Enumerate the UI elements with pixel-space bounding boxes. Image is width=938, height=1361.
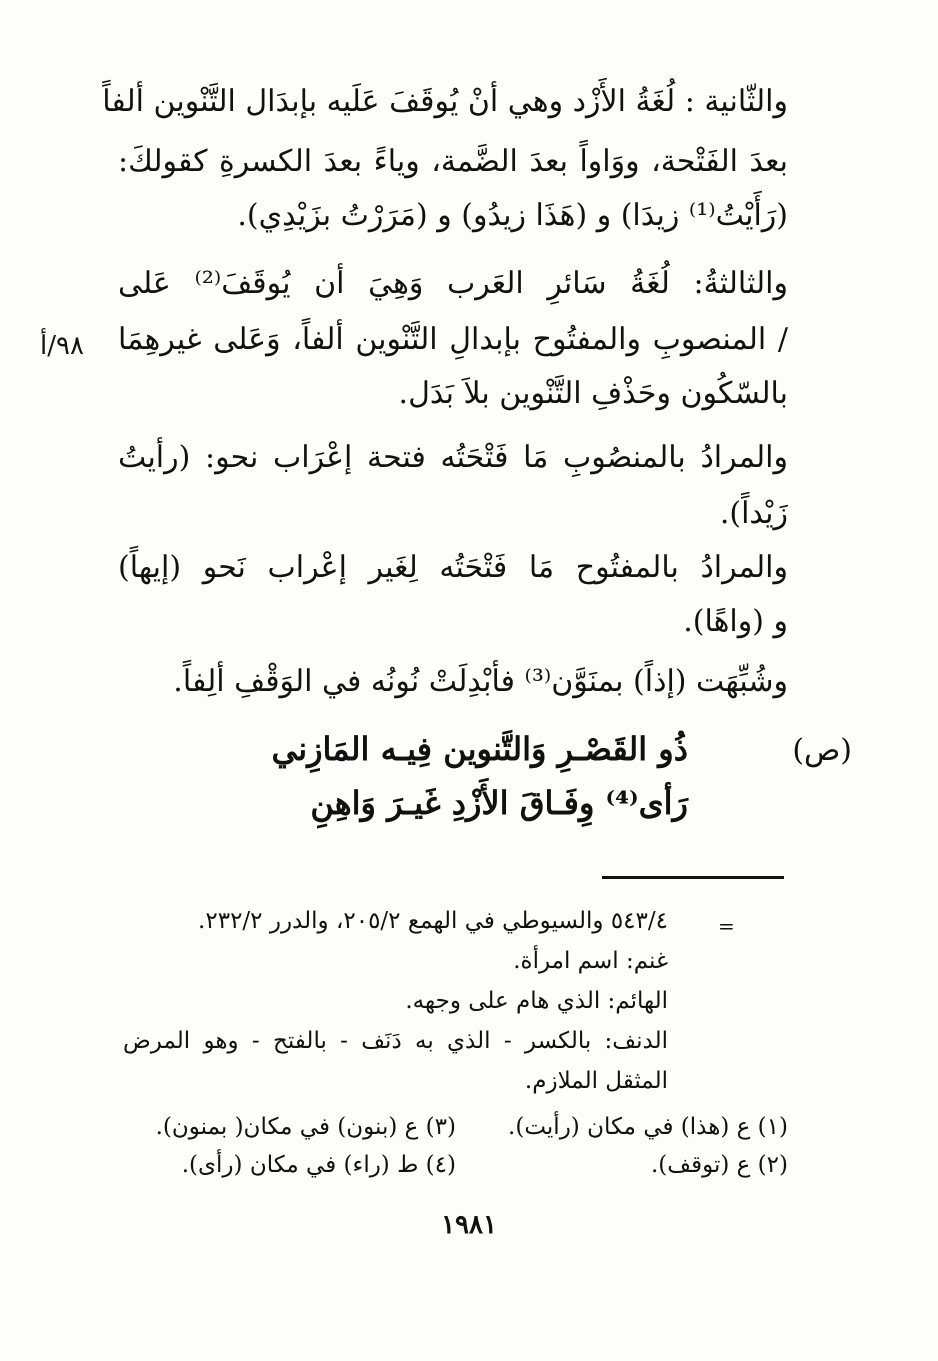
footnote-line: الهائم: الذي هام على وجهه.: [405, 988, 668, 1014]
footnote-1: (١) ع (هذا) في مكان (رأيت).: [508, 1114, 788, 1140]
body-line: / المنصوبِ والمفتُوح بإبدالِ التَّنْوين ألفاً، وَعَلى غيرهِمَا: [118, 322, 788, 357]
body-line: وشُبِّهَت (إذاً) بمنَوَّن⁽³⁾ فأبْدِلَتْ نُونُه في الوَقْفِ ألِفاً.: [173, 664, 788, 699]
body-line: زَيْداً).: [719, 496, 788, 531]
body-line: والثالثةُ: لُغَةُ سَائرِ العَرب وَهِيَ أن يُوقَفَ⁽²⁾ عَلى: [118, 266, 788, 301]
footnote-line: المثقل الملازم.: [524, 1068, 668, 1094]
body-line: والثّانية : لُغَةُ الأَزْد وهي أنْ يُوقَفَ عَلَيه بإبدَال التَّنْوين ألفاً: [102, 84, 788, 119]
page-number: ١٩٨١: [441, 1210, 497, 1240]
footnote-continuation-mark: =: [718, 914, 735, 938]
footnote-line: الدنف: بالكسر - الذي به دَنَف - بالفتح - وهو المرض: [123, 1028, 668, 1054]
body-line: (رَأَيْتُ⁽¹⁾ زيدَا) و (هَذَا زيدُو) و (مَرَرْتُ بزَيْدِي).: [237, 198, 788, 233]
footnote-2: (٢) ع (توقف).: [650, 1152, 788, 1178]
body-line: و (واهًا).: [683, 604, 788, 639]
footnote-4: (٤) ط (راء) في مكان (رأى).: [181, 1152, 456, 1178]
body-line: بالسّكُون وحَذْفِ التَّنْوين بلاَ بَدَل.: [398, 376, 788, 411]
margin-folio-note: ٩٨/أ: [40, 331, 84, 361]
verse-line-2: رَأى⁽⁴⁾ وِفَـاقَ الأَزْدِ غَيـرَ وَاهِنِ: [310, 784, 688, 822]
footnote-line: غنم: اسم امرأة.: [513, 948, 668, 974]
verse-line-1: ذُو القَصْـرِ وَالتَّنوين فِيـه المَازِني: [271, 730, 688, 768]
footnote-3: (٣) ع (بنون) في مكان( بمنون).: [155, 1114, 456, 1140]
body-line: بعدَ الفَتْحة، ووَاواً بعدَ الضَّمة، وياءً بعدَ الكسرةِ كقولكَ:: [118, 144, 788, 179]
verse-marker: (ص): [792, 733, 852, 768]
body-line: والمرادُ بالمفتُوح مَا فَتْحَتُه لِغَير إعْراب نَحو (إيهاً): [118, 550, 788, 585]
footnote-line: ٥٤٣/٤ والسيوطي في الهمع ٢٠٥/٢، والدرر ٢٣٢/٢.: [198, 908, 668, 934]
footnote-divider: [602, 876, 784, 879]
body-line: والمرادُ بالمنصُوبِ مَا فَتْحَتُه فتحة إعْرَاب نحو: (رأيتُ: [118, 440, 788, 475]
